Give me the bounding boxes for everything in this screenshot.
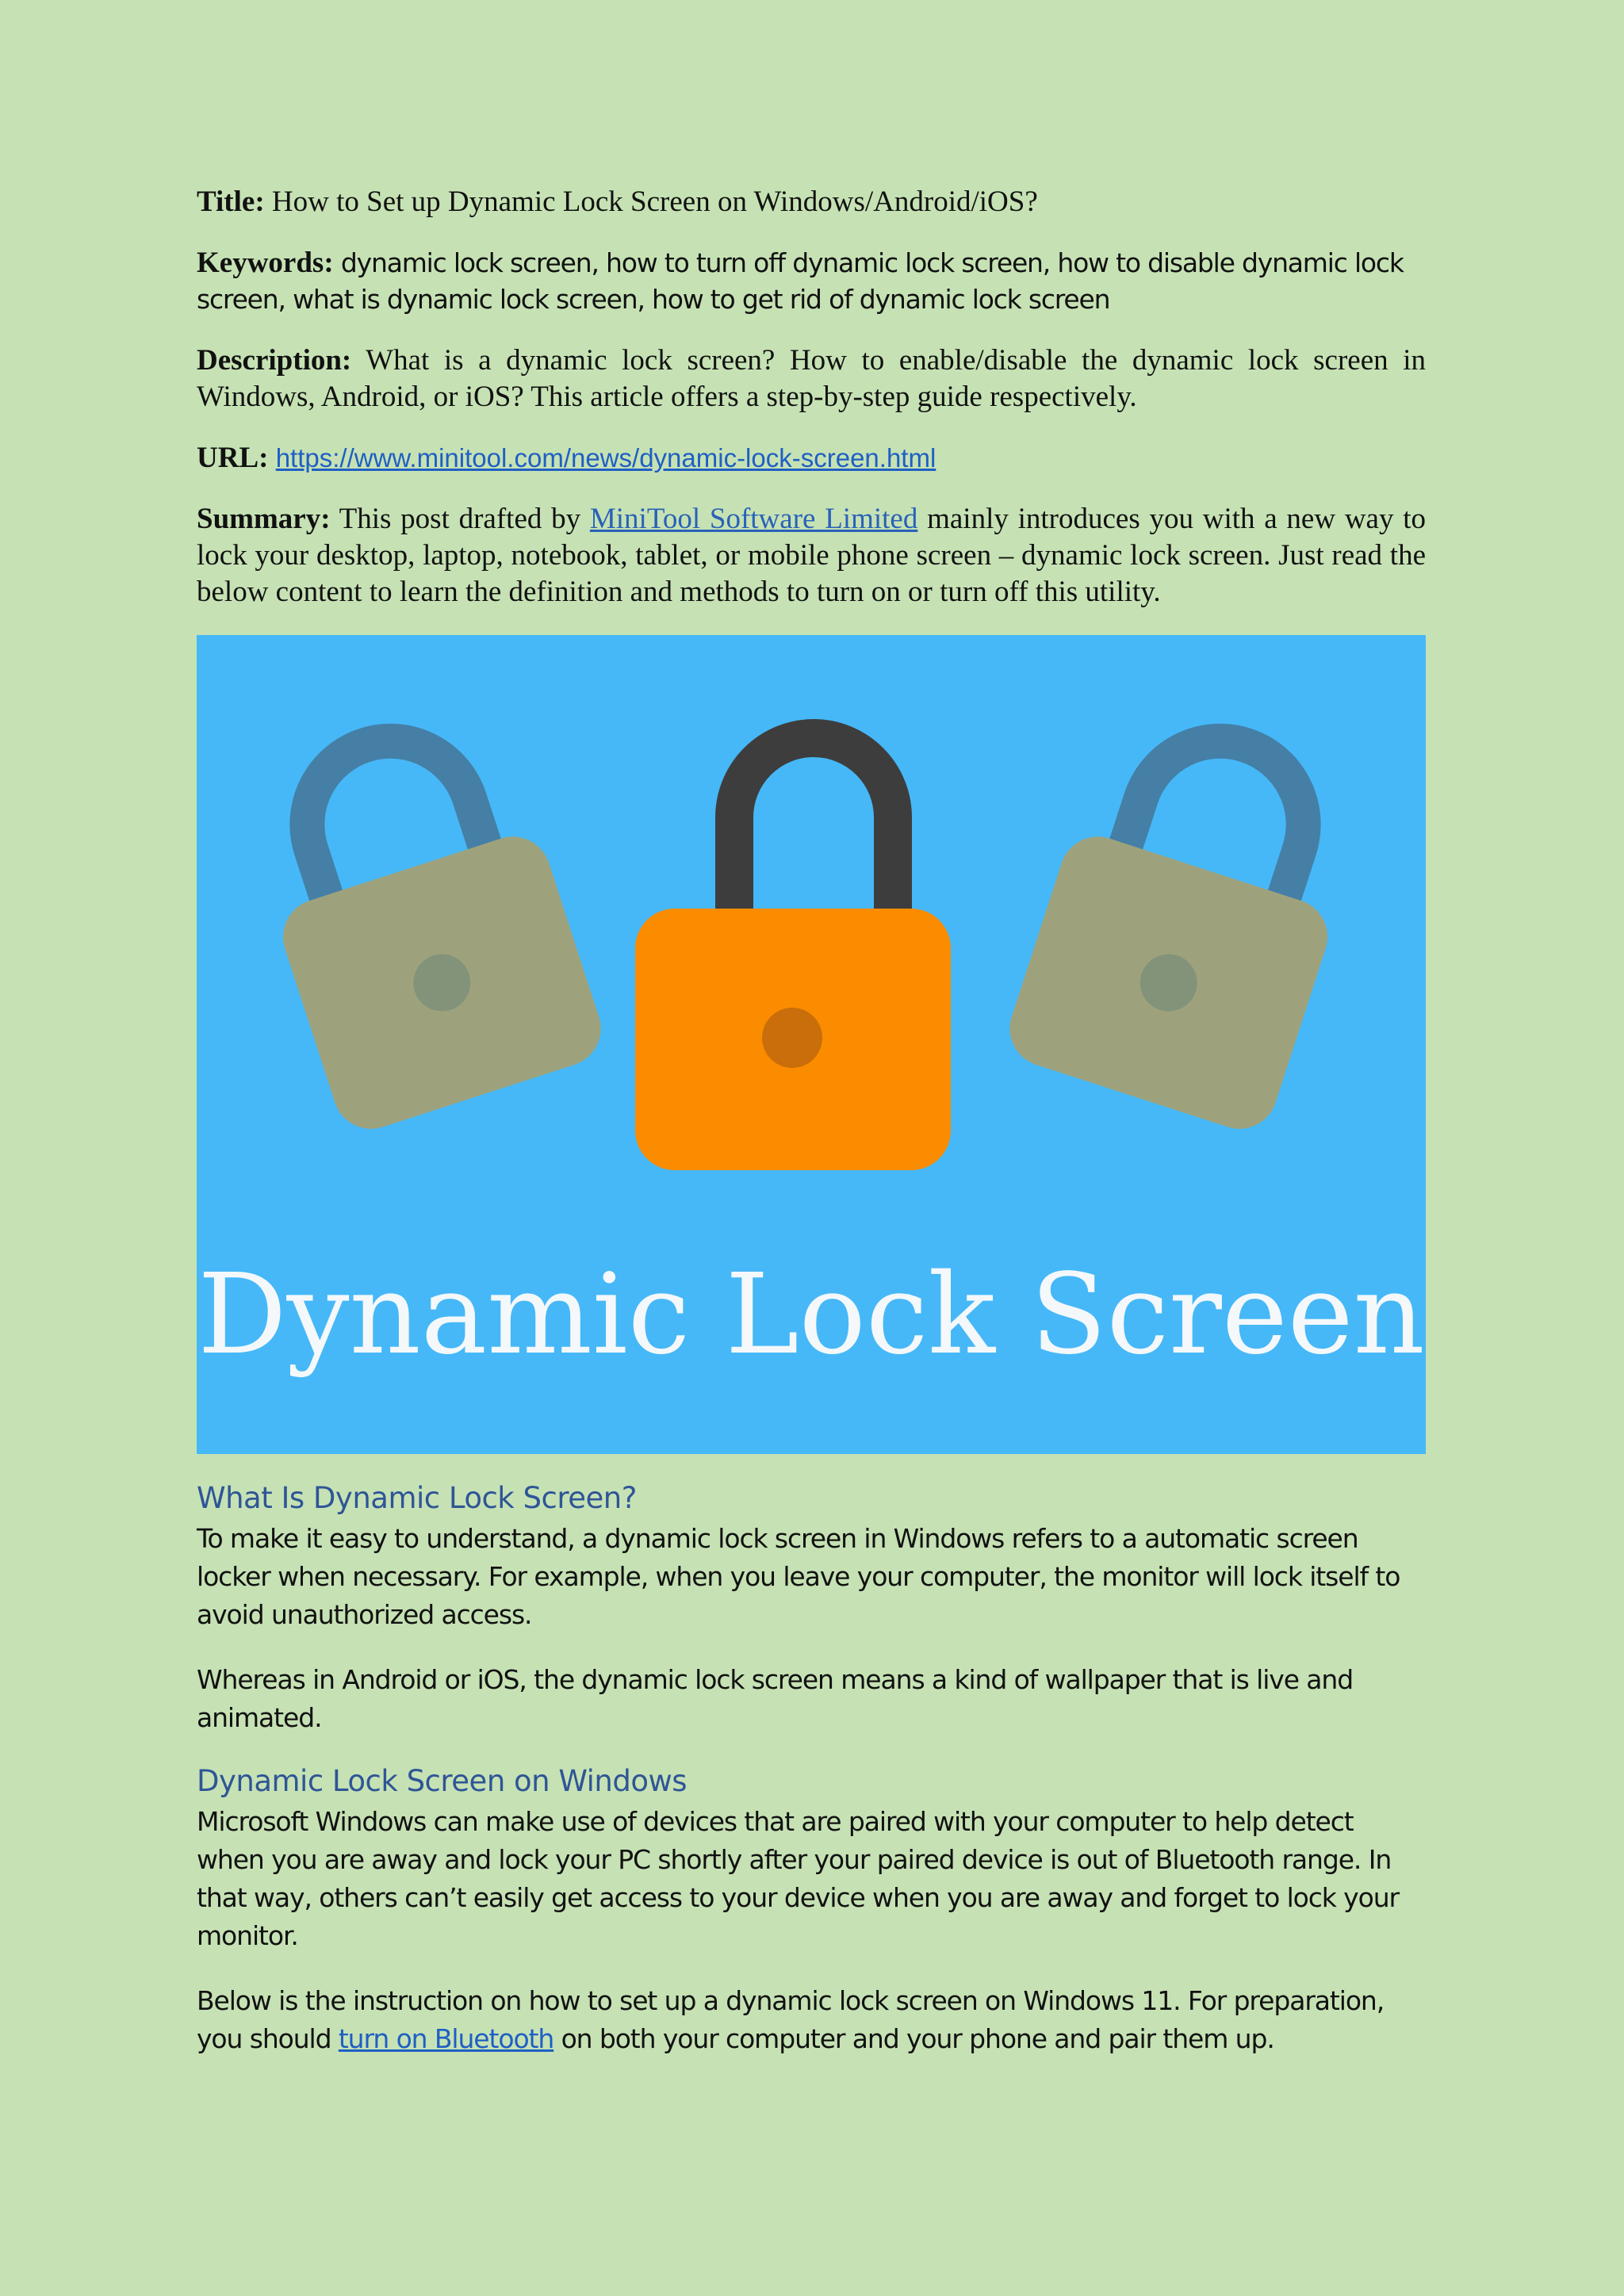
summary-label: Summary: [197, 503, 331, 535]
summary-after: mainly introduces you with a new way to lock your desktop, laptop, notebook, tablet, or mobile phone screen – dynamic lock screen. Just read the below content to learn the definition and methods to turn on or turn off this utility. [197, 503, 1426, 608]
heading-what-is: What Is Dynamic Lock Screen? [197, 1481, 637, 1515]
hero-caption: Dynamic Lock Screen [197, 1250, 1425, 1380]
title-line [197, 184, 1426, 220]
title-label: Title: [197, 186, 265, 218]
right-lock-icon [1000, 702, 1378, 1138]
keywords-label: Keywords: [197, 247, 334, 279]
instruction-before: Below is the instruction on how to set up a dynamic lock screen on Windows 11. For preparation, you should [197, 1985, 1385, 2054]
paragraph-android-ios: Whereas in Android or iOS, the dynamic lock screen means a kind of wallpaper that is live and animated. [197, 1664, 1354, 1733]
document-page [197, 184, 1426, 2085]
center-lock-icon [635, 738, 951, 1170]
keywords-line [197, 245, 1426, 318]
left-lock-icon [232, 702, 611, 1138]
paragraph-windows: Microsoft Windows can make use of devices that are paired with your computer to help detect when you are away and lock your PC shortly after your paired device is out of Bluetooth range. In that way, others can’t easily get access to your device when you are away and forget to lock your monitor. [197, 1806, 1399, 1951]
paragraph-definition: To make it easy to understand, a dynamic lock screen in Windows refers to a automatic screen locker when necessary. For example, when you leave your computer, the monitor will lock itself to avoid unauthorized access. [197, 1523, 1400, 1630]
hero-image [197, 635, 1426, 1454]
instruction-after: on both your computer and your phone and pair them up. [561, 2023, 1274, 2054]
title-value: How to Set up Dynamic Lock Screen on Windows/Android/iOS? [271, 186, 1038, 218]
turn-on-bluetooth-link[interactable]: turn on Bluetooth [338, 2023, 554, 2054]
url-label: URL: [197, 442, 269, 474]
minitool-link[interactable]: MiniTool Software Limited [589, 503, 918, 535]
description-value: What is a dynamic lock screen? How to enable/disable the dynamic lock screen in Windows, Android, or iOS? This article offers a step-by-step guide respectively. [197, 344, 1426, 413]
summary-before: This post drafted by [339, 503, 581, 535]
url-line [197, 440, 1426, 476]
url-link[interactable]: https://www.minitool.com/news/dynamic-lock-screen.html [275, 443, 936, 473]
paragraph-instruction [197, 1982, 1426, 2058]
heading-windows: Dynamic Lock Screen on Windows [197, 1764, 688, 1798]
keywords-value: dynamic lock screen, how to turn off dynamic lock screen, how to disable dynamic lock screen, what is dynamic lock screen, how to get rid of dynamic lock screen [197, 247, 1404, 315]
description-label: Description: [197, 344, 352, 377]
description-line [197, 342, 1426, 415]
summary-line [197, 501, 1426, 610]
lock-illustration [197, 635, 1426, 1454]
